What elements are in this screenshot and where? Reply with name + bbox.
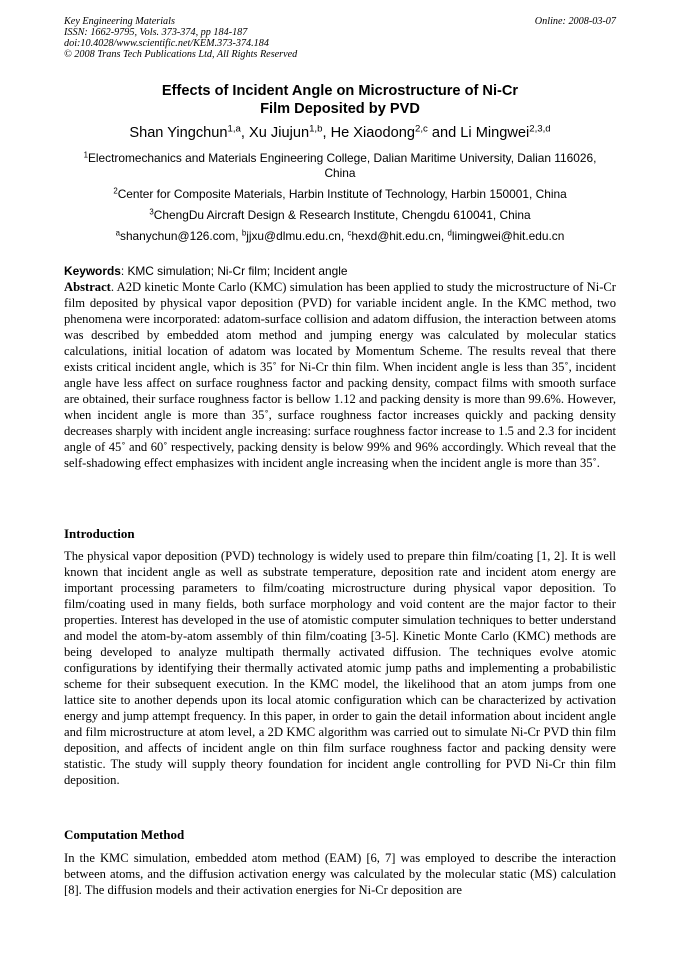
method-paragraph: In the KMC simulation, embedded atom method (EAM) [6, 7] was employed to describe the interaction between atoms, and the diffusion activation energy was calculated by the molecular static (MS) calculation [8]. The diffusion models and their activation energies for Ni-Cr deposition are [64,851,616,897]
affiliation-1: $^1$Electromechanics and Materials Engineering College, Dalian Maritime University, Dalian 116026, China [83,150,597,180]
abstract-label: Abstract [64,280,111,294]
email: $^c$hexd@hit.edu.cn, [347,228,448,243]
author: Li Mingwei$^{2,3,d}$ [460,123,551,141]
keywords-label: Keywords [64,264,121,278]
keywords-text: : KMC simulation; Ni-Cr film; Incident angle [120,264,348,278]
section-heading-introduction: Introduction [64,526,135,541]
email: $^b$jjxu@dlmu.edu.cn, [241,228,348,243]
copyright-line: © 2008 Trans Tech Publications Ltd, All Rights Reserved [64,49,298,60]
email: $^a$shanychun@126.com, [115,228,242,243]
title-line-2: Film Deposited by PVD [260,101,420,117]
author-list: Shan Yingchun$^{1,a}$, Xu Jiujun$^{1,b}$, He Xiaodong$^{2,c}$ and Li Mingwei$^{2,3,d}$ [129,123,551,141]
author-emails [64,229,616,244]
journal-name: Key Engineering Materials [64,16,175,27]
title-line-1: Effects of Incident Angle on Microstructure of Ni-Cr [161,83,519,99]
affiliation-2: $^2$Center for Composite Materials, Harbin Institute of Technology, Harbin 150001, China [113,186,567,201]
abstract-text: . A2D kinetic Monte Carlo (KMC) simulation has been applied to study the microstructure of Ni-Cr film deposited by physical vapor deposition (PVD) for variable incident angle. In the KMC method, two phenomena were incorporated: adatom-surface collision and adatom diffusion, the interaction between atoms was described by embedded atom method and jumping energy was calculated by molecular statics calculations, initial location of adatom was located by Momentum Scheme. The results reveal that there exists critical incident angle, which is 35˚ for Ni-Cr thin film. When incident angle is less than 35˚, incident angle have less affect on surface roughness factor and packing density, compact films with smooth surface are obtained, their surface roughness factor is bellow 1.12 and packing density is more than 99.6%. However, when incident angle is more than 35˚, surface roughness factor increases quickly and packing density decreases sharply with incident angle increasing: surface roughness factor increase to 1.5 and 2.3 for incident angle of 45˚ and 60˚ respectively, packing density is below 99% and 96% accordingly. Which reveal that the self-shadowing effect emphasizes with incident angle increasing when the incident angle is more than 35˚. [64,280,616,470]
issn-line: ISSN: 1662-9795, Vols. 373-374, pp 184-187 [64,27,248,38]
email: $^d$limingwei@hit.edu.cn [447,228,565,243]
paper-title [64,82,616,118]
online-date: Online: 2008-03-07 [534,16,616,27]
author: Xu Jiujun$^{1,b}$ [249,123,323,141]
introduction-paragraph: The physical vapor deposition (PVD) technology is widely used to prepare thin film/coating [1, 2]. It is well known that incident angle as well as substrate temperature, deposition rate and incident atom energy are important processing parameters to film/coating microstructure during physical vapor deposition. To film/coating used in many fields, both surface morphology and void content are the major factor to their properties. Interest has developed in the use of atomistic computer simulation techniques to better understand and model the atom-by-atom assembly of thin film/coating [3-5]. Kinetic Monte Carlo (KMC) methods are being developed to analyze multipath thermally activated diffusion. The techniques evolve atomic configurations by identifying their thermally activated atomic jump paths and implementing a probabilistic scheme for their subsequent execution. In the KMC model, the likelihood that an atom jumps from one lattice site to another depends upon its local atomic configuration which can be characterized by activation energy and jump attempt frequency. In this paper, in order to gain the detail information about incident angle and film microstructure at atom level, a 2D KMC algorithm was carried out to simulate Ni-Cr PVD thin film deposition, and affects of incident angle on thin film surface roughness factor and packing density were statistic. The study will supply theory foundation for incident angle controlling for PVD Ni-Cr thin film deposition. [64,549,616,787]
author: He Xiaodong$^{2,c}$ [330,123,428,141]
doi-line: doi:10.4028/www.scientific.net/KEM.373-374.184 [64,38,269,49]
author: Shan Yingchun$^{1,a}$ [129,123,241,141]
keywords [64,264,616,278]
affiliation-3: $^3$ChengDu Aircraft Design & Research Institute, Chengdu 610041, China [149,207,531,222]
abstract [64,279,616,471]
running-header [64,16,616,60]
section-heading-computation-method: Computation Method [64,827,185,842]
